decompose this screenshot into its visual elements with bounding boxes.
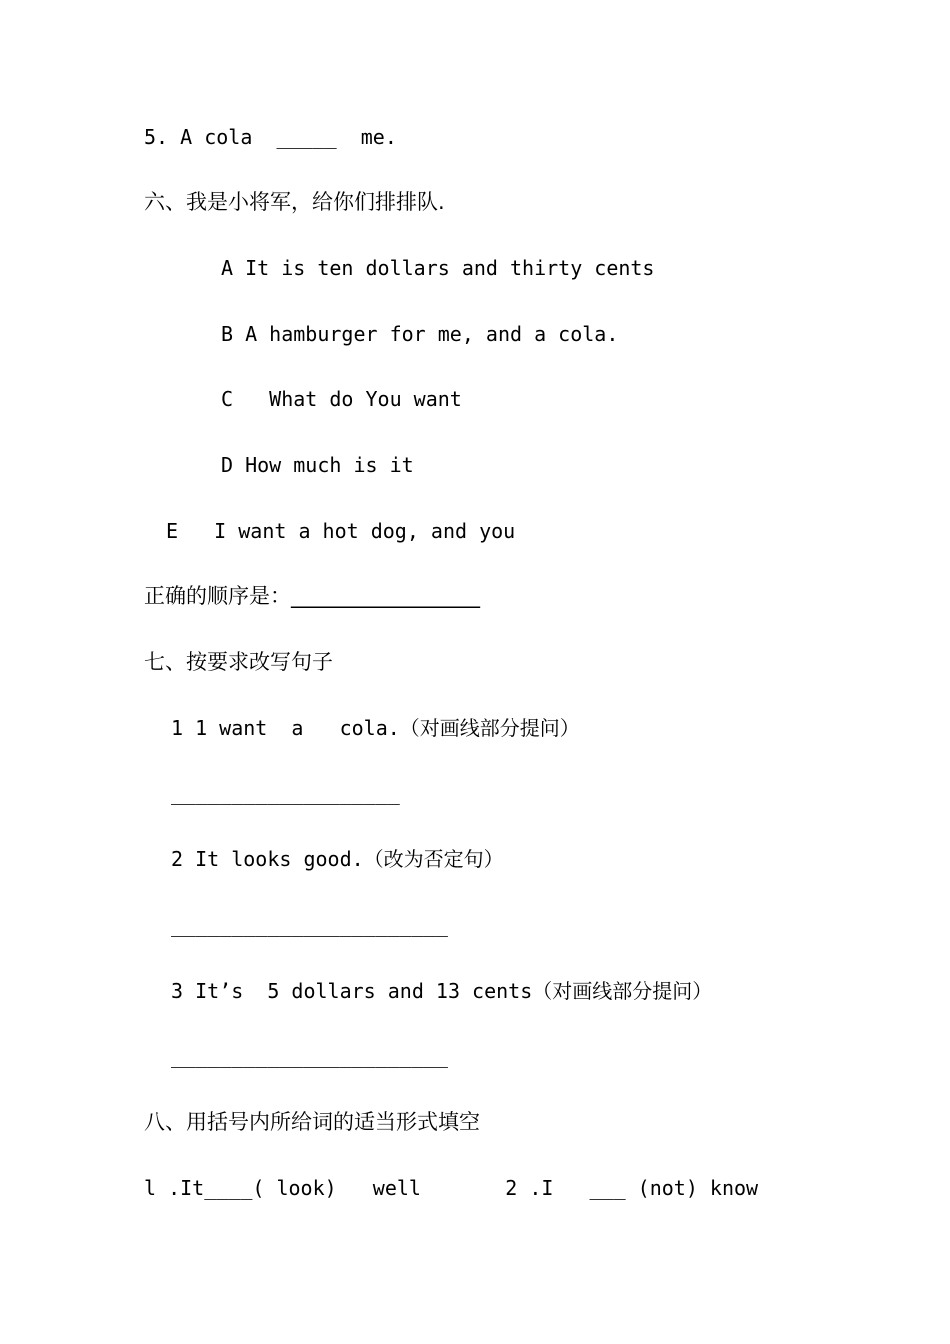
answer-line-2: _______________________	[171, 913, 448, 937]
question-5-fill-blank: 5. A cola _____ me.	[144, 125, 397, 149]
section-8-heading: 八、用括号内所给词的适当形式填空	[144, 1110, 480, 1134]
rewrite-question-3: 3 It’s 5 dollars and 13 cents（对画线部分提问）	[171, 979, 713, 1003]
answer-line-3: _______________________	[171, 1044, 448, 1068]
option-e: E I want a hot dog, and you	[166, 519, 516, 543]
option-d: D How much is it	[221, 453, 414, 477]
correct-order-answer-line: 正确的顺序是：__________________	[144, 584, 480, 608]
section-6-heading: 六、我是小将军，给你们排排队.	[144, 190, 445, 214]
rewrite-question-2: 2 It looks good.（改为否定句）	[171, 847, 504, 871]
section-7-heading: 七、按要求改写句子	[144, 650, 333, 674]
option-b: B A hamburger for me, and a cola.	[221, 322, 619, 346]
answer-line-1: ___________________	[171, 781, 400, 805]
fill-in-word-form-questions: l .It____( look) well 2 .I ___ (not) know	[144, 1176, 759, 1200]
option-a: A It is ten dollars and thirty cents	[221, 256, 655, 280]
option-c: C What do You want	[221, 387, 462, 411]
rewrite-question-1: 1 1 want a cola.（对画线部分提问）	[171, 716, 580, 740]
